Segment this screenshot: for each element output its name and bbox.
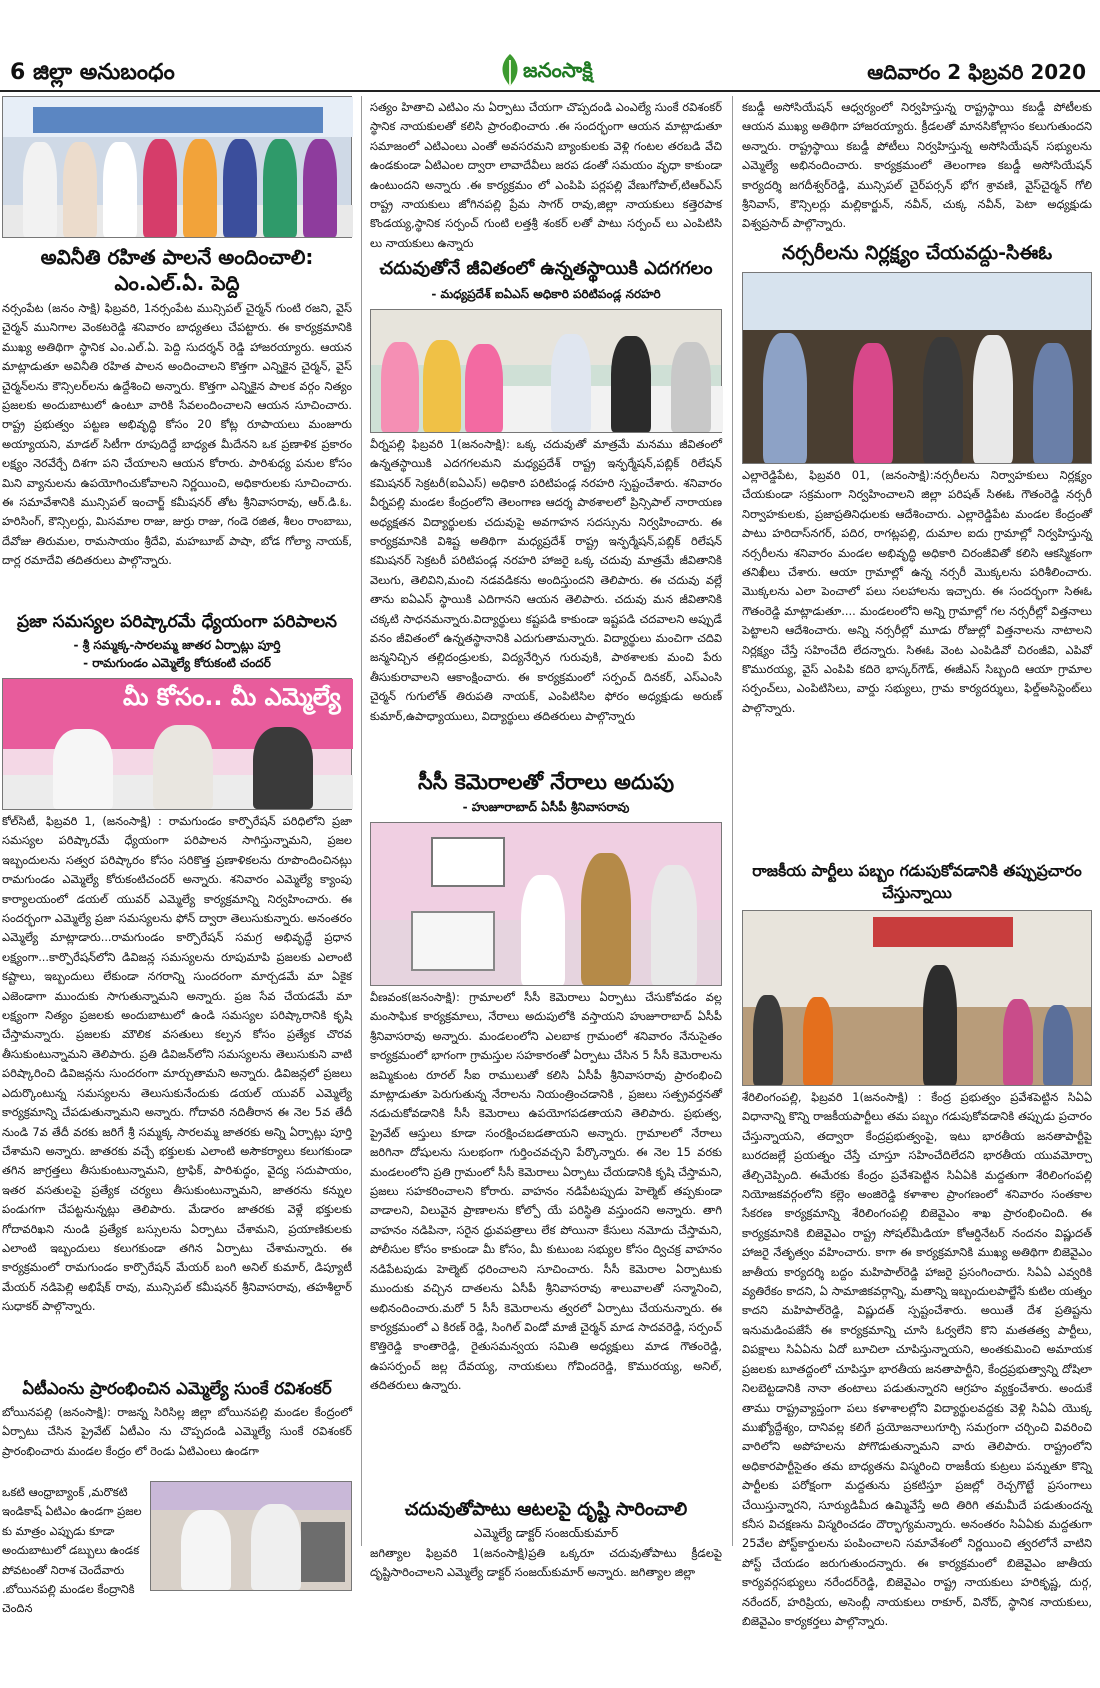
- photo-council-oath: [2, 96, 352, 238]
- photo-dial-your-mla: [2, 678, 352, 810]
- column-3: [742, 96, 1092, 1688]
- subheadline: ఎమ్మెల్యే డాక్టర్‌ సంజయ్‌కుమార్‌: [473, 1526, 619, 1540]
- article-body: సత్యం హితాచి ఎటిఎం ను ఏర్పాటు చేయగా చొప్పదండి ఎంఎల్యే సుంకే రవిశంకర్‌ స్థానిక నాయకులతో కలిసి ప్రారంభించారు .ఈ సందర్భంగా ఆయన మాట్లాడుతూ సమాజంలో ఎటిఎంలు ఎంతో అవసరమని బ్యాంకులకు వెళ్లి గంటల తరబడి వేచి ఉండకుండా ఏటిఎంల ద్వారా లావాదేవీలు జరప డంతో సమయం వృధా కాకుండా ఉంటుందని అన్నారు .ఈ కార్యక్రమం లో ఎంపిపి పర్లపల్లి వేణుగోపాల్‌,టిఆర్‌ఎస్‌ రాష్ట్ర నాయకులు జోగినపల్లి ప్రేమ సాగర్‌ రావు,జిల్లా నాయకులు కత్తెరపాక కొండయ్య,స్థానిక సర్పంచ్‌ గుంటి లత్తశ్రీ శంకర్‌ లతో పాటు సర్పంచ్‌ లు ఎంపిటిసి లు నాయకులు ఉన్నారు: [370, 100, 722, 250]
- headline: నర్సరీలను నిర్లక్ష్యం చేయవద్దు-సిఈఓ: [781, 242, 1053, 264]
- article-body: వీర్నపల్లి ఫిబ్రవరి 1(జనంసాక్షి): ఒక్క చదువుతో మాత్రమే మనము జీవితంలో ఉన్నతస్థాయికి ఎదగగలమని మధ్యప్రదేశ్‌ రాష్ట్ర ఇన్ఫర్మేషన్‌,పబ్లిక్‌ రిలేషన్‌ కమిషనర్‌ సెక్రటరీ(ఐఏఎస్‌) అధికారి పరిటిపండ్ల నరహరి స్పష్టంచేశారు. శనివారం వీర్నపల్లి మండల కేంద్రంలోని తెలంగాణ ఆదర్శ పాఠశాలలో ప్రిన్సిపాల్‌ నారాయణ అధ్యక్షతన విద్యార్థులకు చదువుపై అవగాహన సదస్సును నిర్వహించారు. ఈ కార్యక్రమానికి విశిష్ట అతిథిగా మధ్యప్రదేశ్‌ రాష్ట్ర ఇన్ఫర్మేషన్‌,పబ్లిక్‌ రిలేషన్‌ కమిషనర్‌ సెక్రటరీ పరిటిపండ్ల నరహరి హాజరై ఒక్క చదువు మాత్రమే జీవితానికి వెలుగు, తెలివిని,మంచి నడవడికను అందిస్తుందని తెలిపారు. ఈ చదువు వల్లే తాను ఐఏఎస్‌ స్థాయికి ఎదిగానని ఆయన తెలిపారు. చదువు మన జీవితానికి చక్కటి సాధనమన్నారు.విద్యార్థులు కష్టపడి కాకుండా ఇష్టపడి చదవాలని అప్పుడే వనం జీవితంలో ఉన్నతస్థానానికి ఎదుగుతామన్నారు. విద్యార్థులు మంచిగా చదివి జన్మనిచ్చిన తల్లిదండ్రులకు, విద్యనేర్పిన గురువుకి, పాఠశాలకు మంచి పేరు తీసుకురావాలని ఆకాంక్షించారు. ఈ కార్యక్రమంలో సర్పంచ్‌ దినకర్‌, ఎస్‌ఎంసి చైర్మన్‌ గుగులోత్‌ తిరుపతి నాయక్‌, ఎంపిటిసిల ఫోరం అధ్యక్షుడు అరుణ్‌ కుమార్‌,ఉపాధ్యాయులు, విద్యార్థులు తదితరులు పాల్గొన్నారు: [370, 437, 722, 723]
- article-body: జగిత్యాల ఫిబ్రవరి 1(జనంసాక్షి)ప్రతి ఒక్కరూ చదువుతోపాటు క్రీడలపై దృష్టిసారించాలని ఎమ్మెల్యే డాక్టర్‌ సంజయ్‌కుమార్‌ అన్నారు. జగిత్యాల జిల్లా: [370, 1546, 722, 1580]
- photo-nursery-inspection: [742, 272, 1092, 464]
- article-body: శేరిలింగంపల్లి, ఫిబ్రవరి 1(జనంసాక్షి) : కేంద్ర ప్రభుత్వం ప్రవేశపెట్టిన సిఏఏ విధానాన్ని కొన్ని రాజకీయపార్టీలు తమ పబ్బం గడుపుకోవడానికి తప్పుడు ప్రచారం చేస్తున్నాయని, తద్వారా కేంద్రప్రభుత్వంపై, ఇటు భారతీయ జనతాపార్టీపై బురదజల్లే ప్రయత్నం చేస్తే చూస్తూ సహించేదిలేదని భారతీయ యువమోర్చా తేల్చిచెప్పింది. ఈమేరకు కేంద్రం ప్రవేశపెట్టిన సిఏఏకి మద్దతుగా శేరిలింగంపల్లి నియోజకవర్గంలోని కల్లెం అంజిరెడ్డి కళాశాల ప్రాంగణంలో శనివారం సంతకాల సేకరణ కార్యక్రమాన్ని శేరిలింగంపల్లి బిజెవైఎం శాఖ ప్రారంభించింది. ఈ కార్యక్రమానికి బిజెవైఎం రాష్ట్ర సోషల్‌మీడియా కోఆర్డినేటర్‌ నందనం విష్ణుదత్‌ హాజరై నేతృత్వం వహించారు. కాగా ఈ కార్యక్రమానికి ముఖ్య అతిథిగా బిజెవైఎం జాతీయ కార్యదర్శి బద్దం మహిపాల్‌రెడ్డి హాజరై ప్రసంగించారు. సిఏఏ ఎవ్వరికి వ్యతిరేకం కాదని, ఏ సామాజికవర్గాన్ని, మతాన్ని ఇబ్బందులపాల్జేసే కుటిల యత్నం కాదని మహిపాల్‌రెడ్డి, విష్ణుదత్‌ స్పష్టంచేశారు. అయితే దేశ ప్రతిష్టను ఇనుమడింపజేసే ఈ కార్యక్రమాన్ని చూసి ఓర్వలేని కొని మతతత్వ పార్టీలు, విపక్షాలు సిఏఏను ఏదో బూచిలా చూపిస్తున్నాయని, అంతకుమించి అమాయక ప్రజలకు బూతద్దంలో చూపిస్తూ భారతీయ జనతాపార్టీని, కేంద్రప్రభుత్వాన్ని దోషిలా నిలబెట్టడానికి నానా తంటాలు పడుతున్నారని ఆగ్రహం వ్యక్తంచేశారు. అందుకే తాము రాష్ట్రవ్యాప్తంగా పలు కళాశాలల్లోని విద్యార్థులవద్దకు వెళ్లి సిఏఏ యొక్క ముఖ్యోద్దేశ్యం, దానివల్ల కలిగే ప్రయోజనాలుగూర్చి సమగ్రంగా చర్చించి వివరించి వారిలోని అపోహలను పోగొడుతున్నామని వారు తెలిపారు. రాష్ట్రంలోని అధికారపార్టీసైతం తమ బాధ్యతను విస్మరించి రాజకీయ కుట్రలు పన్నుతూ కొన్ని పార్టీలకు పరోక్షంగా మద్దతును ప్రకటిస్తూ ప్రజల్లో రెచ్చగొట్టే ప్రసంగాలు చేయిస్తున్నారని, సూర్యుడిమీద ఉమ్మివేస్తే అది తిరిగి తమమీదే పడుతుందన్న కనీస విచక్షణను విస్మరించడం దౌర్భాగ్యమన్నారు. అనంతరం సిఏఏకు మద్దతుగా 25వేల పోస్ట్‌కార్డులను పంపించాలని సమావేశంలో నిర్ణయించి త్వరలోనే వాటిని పోస్ట్‌ చేయడం జరుగుతుందన్నారు. ఈ కార్యక్రమంలో బిజెవైఎం జాతీయ కార్యవర్గసభ్యులు నరేందర్‌రెడ్డి, బిజెవైఎం రాష్ట్ర నాయకులు హరికృష్ణ, దుర్గ, నరేందర్‌, హరిప్రియ, అసెంబ్లీ నాయకులు రాకూర్‌, వినోద్‌, స్థానిక నాయకులు, బిజెవైఎం కార్యకర్తలు పాల్గొన్నారు.: [742, 1090, 1092, 1628]
- leaf-icon: [495, 52, 525, 88]
- headline: ప్రజా సమస్యల పరిష్కారమే ధ్యేయంగా పరిపాలన: [17, 612, 337, 632]
- column-1: [2, 96, 352, 1616]
- headline: చదువుతోపాటు ఆటలపై దృష్టి సారించాలి: [404, 1499, 688, 1520]
- subheadline: - హుజూరాబాద్‌ ఏసీపీ శ్రీనివాసరావు: [462, 800, 630, 814]
- masthead-rule: [0, 90, 1100, 92]
- column-divider: [732, 96, 733, 1546]
- photo-atm-inauguration: [150, 1481, 352, 1591]
- brand-logo: [495, 52, 635, 90]
- photo-caa-signature-drive: [742, 910, 1092, 1086]
- column-2: [370, 96, 722, 1584]
- photo-banner-text: మీ కోసం.. మీ ఎమ్మెల్యే: [123, 683, 341, 711]
- photo-cctv-inauguration: [370, 822, 722, 986]
- article-body: కబడ్డీ అసోసియేషన్‌ ఆధ్వర్యంలో నిర్వహిస్తున్న రాష్ట్రస్థాయి కబడ్డీ పోటీలకు ఆయన ముఖ్య అతిథిగా హాజరయ్యారు. క్రీడలతో మానసికోల్లాసం కలుగుతుందని అన్నారు. రాష్ట్రస్థాయి కబడ్డీ పోటీలు నిర్వహిస్తున్న అసోసియేషన్‌ సభ్యులను ఎమ్మెల్యే అభినందించారు. కార్యక్రమంలో తెలంగాణ కబడ్డీ అసోసియేషన్‌ కార్యదర్శి జగదీశ్వర్‌రెడ్డి, మున్సిపల్‌ చైర్‌పర్సన్‌ భోగ శ్రావణి, వైస్‌చైర్మన్‌ గోలి శ్రీనివాస్‌, కౌన్సిలర్లు మల్లికార్జున్‌, నవీన్‌, చుక్క నవీన్‌, పెటా అధ్యక్షుడు విశ్వప్రసాద్‌ పాల్గొన్నారు.: [742, 100, 1092, 231]
- headline: రాజకీయ పార్టీలు పబ్బం గడుపుకోవడానికి తప్పుప్రచారం చేస్తున్నాయి: [752, 862, 1082, 902]
- issue-date: ఆదివారం 2 ఫిబ్రవరి 2020: [867, 60, 1086, 84]
- subheadline: - మధ్యప్రదేశ్‌ ఐఏఎస్‌ అధికారి పరిటిపండ్ల నరహరి: [431, 287, 661, 301]
- headline: అవినీతి రహిత పాలనే అందించాలి: ఎం.ఎల్‌.ఏ. పెద్ది: [40, 245, 314, 295]
- article-body: ఒకటి ఆంధ్రాబ్యాంక్‌ ,మరొకటి ఇండికాష్‌ ఏటిఎం ఉండగా ప్రజల కు మాత్రం ఎప్పుడు కూడా అందుబాటులో డబ్బులు ఉండక పోవటంతో నిరాశ చెందేవారు .బోయినపల్లి మండల కేంద్రానికి చెందిన: [2, 1485, 142, 1616]
- headline: సీసీ కెమెరాలతో నేరాలు అదుపు: [417, 770, 675, 794]
- photo-school-seminar: [370, 309, 722, 433]
- article-body: ఎల్లారెడ్డిపేట, ఫిబ్రవరి 01, (జనంసాక్షి):నర్సరీలను నిర్వాహకులు నిర్లక్ష్యం చేయకుండా సక్రమంగా నిర్వహించాలని జిల్లా పరిషత్‌ సిఈఓ గౌతంరెడ్డి నర్సరీ నిర్వాహకులకు, ప్రజాప్రతినిధులకు ఆదేశించారు. ఎల్లారెడ్డిపేట మండల కేంద్రంతో పాటు హరిదాస్‌నగర్‌, పదిర, రాగట్లపల్లి, దుమాల ఐదు గ్రామాల్లో నిర్వహిస్తున్న నర్సరీలను శనివారం మండల అభివృద్ధి అధికారి చిరంజీవితో కలిసి ఆకస్మికంగా తనిఖీలు చేశారు. ఆయా గ్రామాల్లో ఉన్న నర్సరీ మొక్కలను పరిశీలించారు. మొక్కలను ఎలా పెంచాలో పలు సలహాలను ఇచ్చారు. ఈ సందర్భంగా సిఈఓ గౌతంరెడ్డి మాట్లాడుతూ.... మండలంలోని అన్ని గ్రామాల్లో గల నర్సరీల్లో విత్తనాలు పెట్టాలని ఆదేశించారు. అన్ని నర్సరీల్లో మూడు రోజుల్లో విత్తనాలను నాటాలని నిర్లక్ష్యం చేస్తే సహించేది లేదన్నారు. సిఈఓ వెంట ఎంపిడివో చిరంజీవి, ఎపివో కొమురయ్య, వైస్‌ ఎంపిపి కదిరె భాస్కర్‌గౌడ్‌, ఈజీఎస్‌ సిబ్బంది ఆయా గ్రామాల సర్పంచ్‌లు, ఎంపిటిసిలు, వార్డు సభ్యులు, గ్రామ కార్యదర్శులు, ఫిల్డ్‌అసిస్టెంట్‌లు పాల్గొన్నారు.: [742, 468, 1092, 715]
- article-body: వీణవంక(జనంసాక్షి): గ్రామాలలో సీసీ కెమెరాలు ఏర్పాటు చేసుకోవడం వల్ల మంసాఘిక కార్యక్రమాలు, నేరాలు అదుపులోకి వస్తాయని హుజూరాబాద్‌ ఏసీపీ శ్రీనివాసరావు అన్నారు. మండలంలోని ఎలబాక గ్రామంలో శనివారం నేనుసైతం కార్యక్రమంలో భాగంగా గ్రామస్తుల సహకారంతో ఏర్పాటు చేసిన 5 సీసీ కెమెరాలను జమ్మికుంట రూరల్‌ సీఐ రాములుతో కలిసి ఏసీపీ శ్రీనివాసరావు ప్రారంభించి మాట్లాడుతూ పెరుగుతున్న నేరాలను నియంత్రించడానికి , ప్రజలు సత్ప్రవర్తనతో నడుచుకోవడానికి సీసీ కెమెరాలు ఉపయోగపడతాయని తెలిపారు. ప్రభుత్వ, ప్రైవేట్‌ ఆస్తులు కూడా సంరక్షించబడతాయని అన్నారు. గ్రామాలలో నేరాలు జరిగినా దోషులను సులభంగా గుర్తించవచ్చని పేర్కొన్నారు. ఈ నెల 15 వరకు మండలంలోని ప్రతి గ్రామంలో సీసీ కెమెరాలు ఏర్పాటు చేయడానికి కృషి చేస్తామని, ప్రజలు సహకరించాలని కోరారు. వాహనం నడిపేటప్పుడు హెల్మెట్‌ తప్పకుండా వాడాలని, విలువైన ప్రాణాలను కోల్పో యే పరిస్థితి వస్తుందని అన్నారు. తాగి వాహనం నడిపినా, సరైన ధ్రువపత్రాలు లేక పోయినా కేసులు నమోదు చేస్తామని, పోలీసుల కోసం కాకుండా మీ కోసం, మీ కుటుంబ సభ్యుల కోసం ద్విచక్ర వాహనం నడిపేటపుడు హెల్మెట్‌ ధరించాలని సూచించారు. సీసీ కెమెరాల ఏర్పాటుకు ముందుకు వచ్చిన దాతలను ఏసీపీ శ్రీనివాసరావు శాలువాలతో సన్మానించి, అభినందించారు.మరో 5 సీసీ కెమెరాలను త్వరలో ఏర్పాటు చేయనున్నారు. ఈ కార్యక్రమంలో ఎ కిరణ్‌ రెడ్డి, సింగిల్‌ విండో మాజీ చైర్మన్‌ మాడ సాదవరెడ్డి, సర్పంచ్‌ కొత్తిరెడ్డి కాంతారెడ్డి, రైతుసమన్వయ సమితి అధ్యక్షులు మాడ గౌతంరెడ్డి, ఉపసర్పంచ్‌ జల్ల దేవయ్య, నాయకులు గోవిందరెడ్డి, కొమురయ్య, అనిల్‌, తదితరులు ఉన్నారు.: [370, 990, 722, 1393]
- brand-name: జనంసాక్షి: [523, 58, 593, 82]
- masthead: [0, 0, 1100, 92]
- headline: చదువుతోనే జీవితంలో ఉన్నతస్థాయికి ఎదగగలం: [379, 258, 713, 279]
- subheadline: - రామగుండం ఎమ్మెల్యే కోరుకంటి చందర్‌: [83, 656, 271, 670]
- article-body: కోల్‌సిటీ, ఫిబ్రవరి 1, (జనంసాక్షి) : రామగుండం కార్పొరేషన్‌ పరిధిలోని ప్రజా సమస్యల పరిష్కారమే ధ్యేయంగా పరిపాలన సాగిస్తున్నామని, ప్రజల ఇబ్బందులను సత్వర పరిష్కారం కోసం సరికొత్త ప్రణాళికలను రూపొందించినట్లు రామగుండం ఎమ్మెల్యే కోరుకంటిచందర్‌ అన్నారు. శనివారం ఎమ్మెల్యే క్యాంపు కార్యాలయంలో డయల్‌ యువర్‌ ఎమ్మెల్యే కార్యక్రమాన్ని నిర్వహించారు. ఈ సందర్భంగా ఎమ్మెల్యే ప్రజా సమస్యలను ఫోన్‌ ద్వారా తెలుసుకున్నారు. అనంతరం ఎమ్మెల్యే మాట్లాడారు...రామగుండం కార్పొరేషన్‌ సమగ్ర అభివృద్ధే ప్రధాన లక్ష్యంగా...కార్పొరేషన్‌లోని డివిజన్ల సమస్యలను రూపుమాపి ప్రజలకు ఎలాంటి కష్టాలు, ఇబ్బందులు లేకుండా నగరాన్ని సుందరంగా మార్చడమే మా ఏకైక ఎజెండాగా ముందుకు సాగుతున్నామని అన్నారు. ప్రజ సేవ చేయడమే మా లక్ష్యంగా నిత్యం ప్రజలకు అందుబాటులో ఉండి సమస్యల పరిష్కారానికి కృషి చేస్తామన్నారు. ప్రజలకు మౌలిక వసతులు కల్పన కోసం ప్రత్యేక చొరవ తీసుకుంటున్నామని తెలిపారు. ప్రతి డివిజన్‌లోని సమస్యలను తెలుసుకుని వాటి పరిష్కారించి డివిజన్లను సుందరంగా మార్చుతామని అన్నారు. డివిజన్లలో ప్రజలు ఎదుర్కొంటున్న సమస్యలను తెలుసుకునేందుకు డయల్‌ యువర్‌ ఎమ్మెల్యే కార్యక్రమాన్ని చేపడుతున్నామని అన్నారు. గోదావరి నదితీరాన ఈ నెల 5వ తేదీ నుండి 7వ తేదీ వరకు జరిగే శ్రీ సమ్మక్క సారలమ్మ జాతరకు అన్ని ఏర్పాట్లు పూర్తి చేశామని అన్నారు. జాతరకు వచ్చే భక్తులకు ఎలాంటి అసౌకర్యాలు కలుగకుండా తగిన జాగ్రత్తలు తీసుకుంటున్నామని, ట్రాఫిక్‌, పారిశుద్ధం, వైద్య సదుపాయం, ఇతర వసతులపై ప్రత్యేక చర్యలు తీసుకుంటున్నామని, జాతరను కన్నుల పండుగగా చేపట్టనున్నట్లు తెలిపారు. మేడారం జాతరకు వెళ్లే భక్తులకు గోదావరిఖని నుండి ప్రత్యేక బస్సులను ఏర్పాటు చేశామని, ప్రయాణికులకు ఎలాంటి ఇబ్బందులు కలుగకుండా తగిన ఏర్పాటు చేశామన్నారు. ఈ కార్యక్రమంలో రామగుండం కార్పొరేషన్‌ మేయర్‌ బంగి అనిల్‌ కుమార్‌, డిప్యూటీ మేయర్‌ నడిపెల్లి అభిషేక్‌ రావు, మున్సిపల్‌ కమీషనర్‌ శ్రీనివాసరావు, తహశీల్దార్‌ సుధాకర్‌ పాల్గొన్నారు.: [2, 814, 352, 1314]
- article-body: బోయినపల్లి (జనంసాక్షి): రాజన్న సిరిసిల్ల జిల్లా బోయినపల్లి మండల కేంద్రంలో ఏర్పాటు చేసిన ప్రైవేట్‌ ఏటీఎం ను చొప్పదండి ఎమ్మెల్యే సుంకే రవిశంకర్‌ ప్రారంభించారు మండల కేంద్రం లో రెండు ఏటిఎంలు ఉండగా: [2, 1405, 352, 1458]
- article-body: నర్సంపేట (జనం సాక్షి) ఫిబ్రవరి, 1నర్సంపేట మున్సిపల్‌ చైర్మన్‌ గుంటి రజని, వైస్‌ చైర్మన్‌ మునిగాల వెంకటరెడ్డి శనివారం బాధ్యతలు చేపట్టారు. ఈ కార్యక్రమానికి ముఖ్య అతిథిగా స్థానిక ఎం.ఎల్‌.ఏ. పెద్ది సుదర్శన్‌ రెడ్డి హాజరయ్యారు. ఆయన మాట్లాడుతూ అవినీతి రహిత పాలన అందించాలని కొత్తగా ఎన్నికైన చైర్మన్‌, వైస్‌ చైర్మన్‌లను కౌన్సిలర్‌లను ఉద్దేశించి అన్నారు. కొత్తగా ఎన్నికైన పాలక వర్గం నిత్యం ప్రజలకు అందుబాటులో ఉంటూ వారికి సేవలందించాలని ఆయన సూచించారు. రాష్ట్ర ప్రభుత్వం పట్టణ అభివృద్ధి కోసం 20 కోట్ల రూపాయలు మంజూరు అయ్యాయని, మాడల్‌ సిటీగా రూపుదిద్దే బాధ్యత మీదేనని ఒక ప్రణాళిక ప్రకారం లక్ష్యం నెరవేర్చే దిశగా పని చేయాలని ఆయన కోరారు. పారిశుధ్య పనుల కోసం మిని వ్యానులను ఉపయోగించుకోవాలని నిర్ణయించి, అధికారులకు సూచించారు. ఈ సమావేశానికి మున్సిపల్‌ ఇంచార్జ్‌ కమీషనర్‌ తోట శ్రీనివాసరావు, ఆర్‌.డి.ఓ. హరిసింగ్‌, కౌన్సిలర్లు, మిసమాల రాజు, జుర్రు రాజు, గండె రజిత, శీలం రాంబాబు, దేవోజు తిరుమల, రామసాయం శ్రీదేవి, మహబూబ్‌ పాషా, బోడ గోల్యా నాయక్‌, దార్ల రమాదేవి తదితరులు పాల్గొన్నారు.: [2, 301, 352, 568]
- page-label: 6 జిల్లా అనుబంధం: [10, 60, 175, 85]
- headline: ఏటీఎంను ప్రారంభించిన ఎమ్మెల్యే సుంకే రవిశంకర్‌: [22, 1379, 332, 1398]
- column-divider: [361, 96, 362, 1546]
- subheadline: - శ్రీ సమ్మక్క-సారలమ్మ జాతర ఏర్పాట్లు పూర్తి: [73, 638, 281, 652]
